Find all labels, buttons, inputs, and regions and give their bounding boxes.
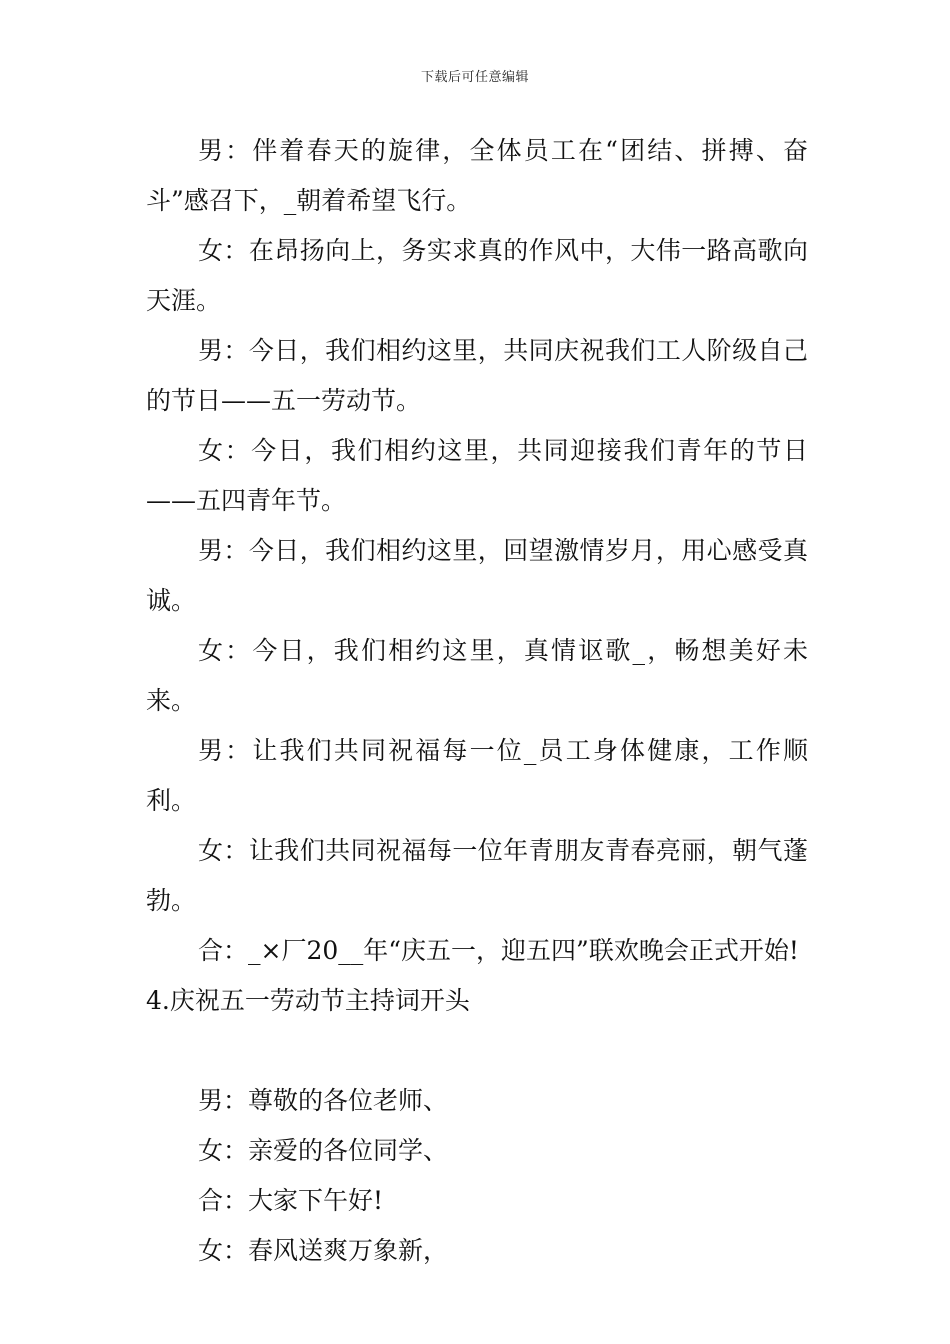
paragraph: 女：今日，我们相约这里，共同迎接我们青年的节日——五四青年节。: [146, 436, 808, 515]
paragraph: 女：春风送爽万象新，: [198, 1236, 449, 1265]
paragraph: 男：伴着春天的旋律，全体员工在“团结、拼搏、奋斗”感召下，_朝着希望飞行。: [146, 136, 808, 215]
paragraph: 女：在昂扬向上，务实求真的作风中，大伟一路高歌向天涯。: [146, 236, 808, 315]
paragraph: 男：今日，我们相约这里，共同庆祝我们工人阶级自己的节日——五一劳动节。: [146, 336, 808, 415]
page-header: 下载后可任意编辑: [420, 70, 529, 85]
paragraph: 女：亲爱的各位同学、: [198, 1136, 449, 1165]
paragraph: 男：尊敬的各位老师、: [198, 1086, 449, 1115]
paragraph: 女：今日，我们相约这里，真情讴歌_，畅想美好未来。: [146, 636, 808, 715]
paragraph: 男：今日，我们相约这里，回望激情岁月，用心感受真诚。: [146, 536, 808, 615]
paragraph: 男：让我们共同祝福每一位_员工身体健康，工作顺利。: [146, 736, 808, 815]
document-body: [146, 126, 808, 1276]
paragraph: 合：_×厂20__年“庆五一，迎五四”联欢晚会正式开始!: [198, 936, 799, 965]
blank-line: [146, 1026, 808, 1076]
section-heading: 4.庆祝五一劳动节主持词开头: [146, 986, 470, 1015]
paragraph: 合：大家下午好!: [198, 1186, 384, 1215]
paragraph: 女：让我们共同祝福每一位年青朋友青春亮丽，朝气蓬勃。: [146, 836, 808, 915]
